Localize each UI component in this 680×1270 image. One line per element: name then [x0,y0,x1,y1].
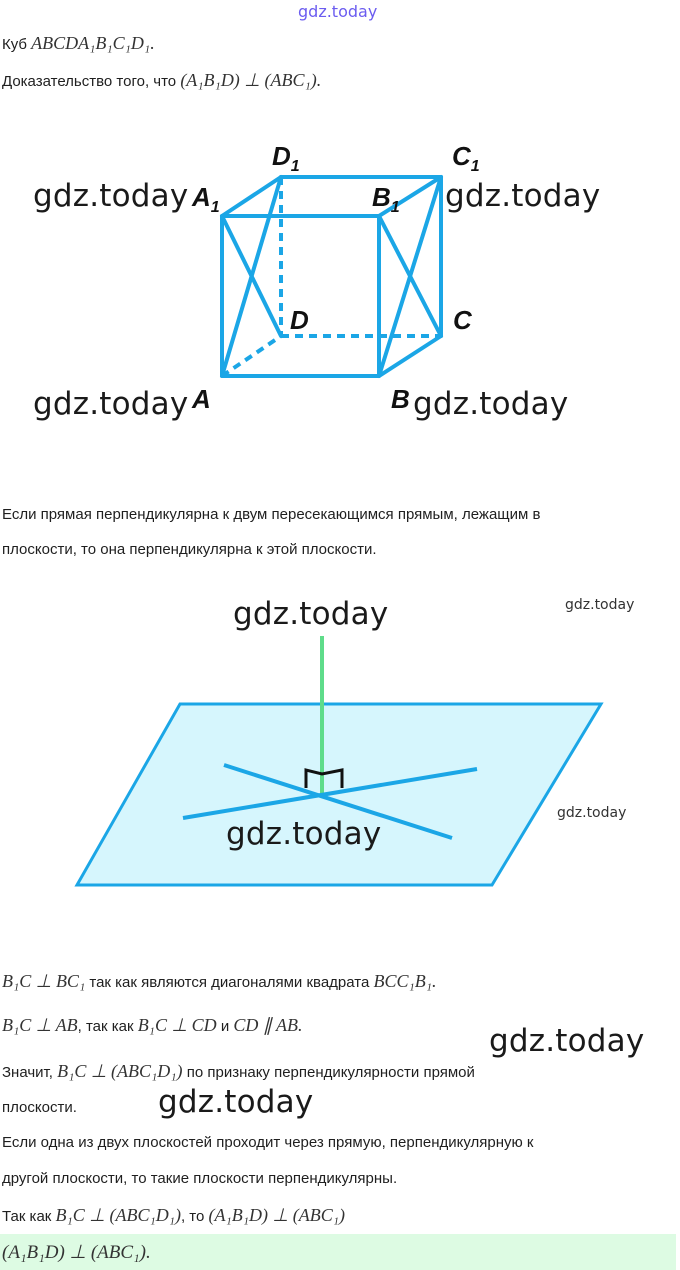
watermark-cube-2: gdz.today [445,178,601,214]
label-d1: $D_1$ [272,141,300,175]
proof-l3-text2: по признаку перпендикулярности прямой [186,1064,475,1081]
proof-line-3 [2,1061,475,1083]
final-math1: B₁C ⊥ (ABC₁D₁) [55,1205,181,1225]
proof-l3-text1: Значит, [2,1064,53,1081]
watermark-cube-4: gdz.today [413,386,569,422]
theorem1-line1: Если прямая перпендикулярна к двум пересекающимся прямым, лежащим в [2,506,541,523]
label-b1: $B_1$ [372,182,400,216]
proof-l3-math: B₁C ⊥ (ABC₁D₁) [57,1061,183,1081]
watermark-plane-1: gdz.today [233,596,389,632]
watermark-proof-2: gdz.today [158,1084,314,1120]
label-c1: $C_1$ [452,141,480,175]
cube-name: ABCDA₁B₁C₁D₁. [31,33,155,53]
proof-intro [2,70,321,92]
final-text2: , то [180,1208,205,1225]
watermark-top: gdz.today [298,2,378,21]
proof-l2-text2: и [220,1018,230,1035]
proof-l2-text1: , так как [77,1018,134,1035]
label-c: C [453,305,472,335]
proof-prefix: Доказательство того, что [2,73,177,90]
theorem1-line2: плоскости, то она перпендикулярна к этой плоскости. [2,541,377,558]
plane-figure [0,590,680,910]
diag-ad1 [222,177,281,376]
label-a: A [192,384,211,414]
proof-line-4: плоскости. [2,1099,77,1116]
proof-l2-math2: B₁C ⊥ CD [137,1015,217,1035]
proof-line-1 [2,971,437,993]
watermark-plane-3: gdz.today [557,805,627,821]
watermark-cube-3: gdz.today [33,386,189,422]
final-math2: (A₁B₁D) ⊥ (ABC₁) [208,1205,345,1225]
theorem2-line1: Если одна из двух плоскостей проходит через прямую, перпендикулярную к [2,1134,534,1151]
final-text1: Так как [2,1208,52,1225]
proof-l1-math1: B₁C ⊥ BC₁ [2,971,86,991]
watermark-plane-2: gdz.today [565,597,635,613]
plane [77,704,601,885]
conclusion-text: (A₁B₁D) ⊥ (ABC₁). [2,1242,151,1263]
cube-intro [2,33,155,55]
label-b: B [391,384,410,414]
proof-l1-text: так как являются диагоналями квадрата [89,974,370,991]
label-a1: $A_1$ [192,182,220,216]
label-d: D [290,305,309,335]
watermark-proof-1: gdz.today [489,1023,645,1059]
theorem2-line2: другой плоскости, то такие плоскости перпендикулярны. [2,1170,398,1187]
watermark-cube-1: gdz.today [33,178,189,214]
watermark-plane-4: gdz.today [226,816,382,852]
proof-l2-math3: CD ∥ AB. [233,1015,303,1035]
proof-l2-math1: B₁C ⊥ AB [2,1015,78,1035]
conclusion-box [0,1234,676,1270]
proof-statement: (A₁B₁D) ⊥ (ABC₁). [180,70,322,90]
proof-line-2 [2,1015,303,1037]
proof-l1-math2: BCC₁B₁. [373,971,437,991]
final-line [2,1205,345,1227]
cube-prefix: Куб [2,36,27,53]
